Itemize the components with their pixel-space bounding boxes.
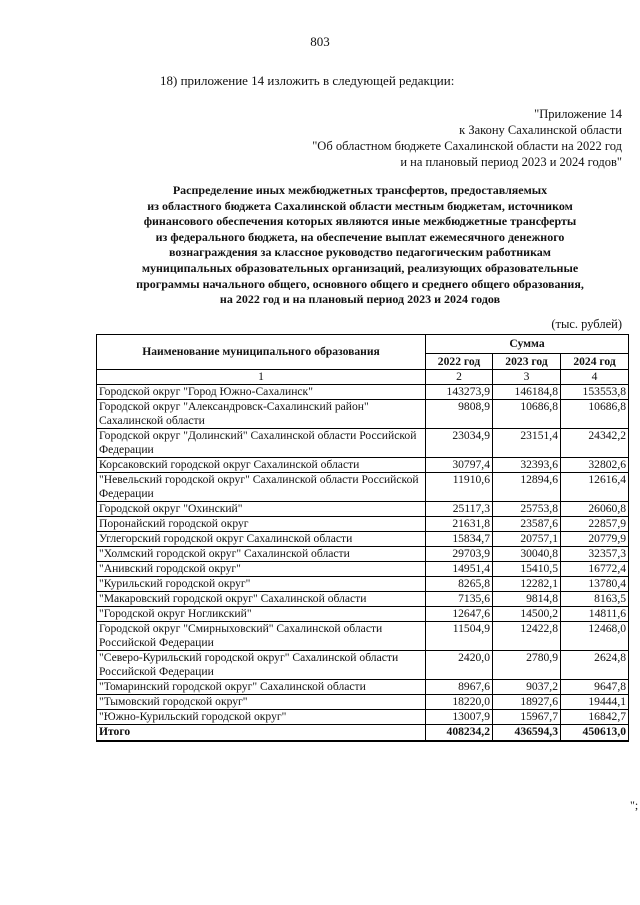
amount-2024: 32802,6: [561, 458, 629, 473]
amount-2024: 24342,2: [561, 429, 629, 458]
amount-2023: 146184,8: [493, 385, 561, 400]
total-label: Итого: [97, 725, 426, 742]
column-number-row: [97, 370, 629, 385]
amount-2022: 14951,4: [426, 562, 493, 577]
column-number: 4: [561, 370, 629, 385]
amount-2024: 153553,8: [561, 385, 629, 400]
amount-2023: 9814,8: [493, 592, 561, 607]
table-row: [97, 695, 629, 710]
amount-2022: 18220,0: [426, 695, 493, 710]
municipality-name: "Холмский городской округ" Сахалинской области: [97, 547, 426, 562]
amount-2024: 12468,0: [561, 622, 629, 651]
column-number: 3: [493, 370, 561, 385]
title-line: Распределение иных межбюджетных трансфертов, предоставляемых: [172, 183, 548, 197]
amount-2024: 22857,9: [561, 517, 629, 532]
title-line: финансового обеспечения которых являются иные межбюджетные трансферты: [143, 214, 577, 229]
table-row: [97, 607, 629, 622]
amount-2024: 20779,9: [561, 532, 629, 547]
title-line: из федерального бюджета, на обеспечение выплат ежемесячного денежного: [155, 229, 565, 244]
amount-2023: 10686,8: [493, 400, 561, 429]
amount-2022: 23034,9: [426, 429, 493, 458]
closing-quote: ";: [630, 798, 639, 812]
table-row: [97, 622, 629, 651]
amount-2023: 14500,2: [493, 607, 561, 622]
amount-2022: 8265,8: [426, 577, 493, 592]
amount-2023: 25753,8: [493, 502, 561, 517]
total-2024: 450613,0: [561, 725, 629, 742]
amount-2024: 19444,1: [561, 695, 629, 710]
column-header-sum: Сумма: [426, 335, 629, 354]
appendix-line: и на плановый период 2023 и 2024 годов": [400, 155, 622, 169]
column-header-2024: 2024 год: [561, 354, 629, 370]
municipality-name: "Невельский городской округ" Сахалинской области Российской Федерации: [97, 473, 426, 502]
total-2022: 408234,2: [426, 725, 493, 742]
amount-2023: 12894,6: [493, 473, 561, 502]
table-row: [97, 400, 629, 429]
column-header-2022: 2022 год: [426, 354, 493, 370]
document-title: [90, 183, 630, 308]
municipality-name: Городской округ "Город Южно-Сахалинск": [97, 385, 426, 400]
title-line: вознаграждения за классное руководство педагогическим работникам: [169, 245, 551, 260]
amount-2022: 21631,8: [426, 517, 493, 532]
appendix-line: "Об областном бюджете Сахалинской области на 2022 год: [312, 139, 622, 153]
municipality-name: Углегорский городской округ Сахалинской области: [97, 532, 426, 547]
table-row: [97, 517, 629, 532]
units-label: (тыс. рублей): [551, 317, 622, 331]
amount-2022: 143273,9: [426, 385, 493, 400]
amount-2023: 32393,6: [493, 458, 561, 473]
amount-2024: 9647,8: [561, 680, 629, 695]
amount-2022: 12647,6: [426, 607, 493, 622]
municipality-name: "Анивский городской округ": [97, 562, 426, 577]
amount-2023: 9037,2: [493, 680, 561, 695]
amount-2024: 26060,8: [561, 502, 629, 517]
table-row: [97, 532, 629, 547]
amount-2023: 20757,1: [493, 532, 561, 547]
municipality-name: "Южно-Курильский городской округ": [97, 710, 426, 725]
municipality-name: "Томаринский городской округ" Сахалинской области: [97, 680, 426, 695]
table-row: [97, 710, 629, 725]
municipality-name: "Курильский городской округ": [97, 577, 426, 592]
table-row: [97, 547, 629, 562]
amount-2022: 13007,9: [426, 710, 493, 725]
amount-2024: 13780,4: [561, 577, 629, 592]
appendix-line: "Приложение 14: [534, 107, 622, 121]
column-number: 1: [97, 370, 426, 385]
table-row: [97, 651, 629, 680]
amount-2023: 12282,1: [493, 577, 561, 592]
amount-2024: 2624,8: [561, 651, 629, 680]
table-row: [97, 562, 629, 577]
municipality-name: Городской округ "Александровск-Сахалинский район" Сахалинской области: [97, 400, 426, 429]
title-line: программы начального общего, основного общего и среднего общего образования,: [136, 276, 584, 291]
amount-2024: 14811,6: [561, 607, 629, 622]
amount-2022: 15834,7: [426, 532, 493, 547]
amount-2022: 29703,9: [426, 547, 493, 562]
amount-2023: 12422,8: [493, 622, 561, 651]
table-row: [97, 592, 629, 607]
title-line: на 2022 год и на плановый период 2023 и 2024 годов: [219, 292, 501, 307]
title-line: из областного бюджета Сахалинской области местным бюджетам, источником: [147, 198, 573, 213]
municipality-name: Городской округ "Смирныховский" Сахалинской области Российской Федерации: [97, 622, 426, 651]
amount-2022: 30797,4: [426, 458, 493, 473]
appendix-line: к Закону Сахалинской области: [459, 123, 622, 137]
amount-2023: 2780,9: [493, 651, 561, 680]
amount-2022: 25117,3: [426, 502, 493, 517]
amount-2022: 11504,9: [426, 622, 493, 651]
municipality-name: Корсаковский городской округ Сахалинской области: [97, 458, 426, 473]
amount-2022: 11910,6: [426, 473, 493, 502]
amount-2022: 8967,6: [426, 680, 493, 695]
table-row: [97, 577, 629, 592]
amount-2024: 16772,4: [561, 562, 629, 577]
amount-2022: 9808,9: [426, 400, 493, 429]
amount-2024: 12616,4: [561, 473, 629, 502]
amount-2023: 15410,5: [493, 562, 561, 577]
amount-2024: 10686,8: [561, 400, 629, 429]
appendix-reference: [312, 106, 622, 170]
municipality-name: "Северо-Курильский городской округ" Сахалинской области Российской Федерации: [97, 651, 426, 680]
total-row: [97, 725, 629, 742]
column-header-name: Наименование муниципального образования: [97, 335, 426, 370]
table-row: [97, 502, 629, 517]
amount-2023: 30040,8: [493, 547, 561, 562]
municipality-name: Городской округ "Охинский": [97, 502, 426, 517]
table-row: [97, 385, 629, 400]
municipality-name: "Макаровский городской округ" Сахалинской области: [97, 592, 426, 607]
municipality-name: "Тымовский городской округ": [97, 695, 426, 710]
municipality-name: "Городской округ Ногликский": [97, 607, 426, 622]
amount-2023: 23151,4: [493, 429, 561, 458]
amount-2023: 18927,6: [493, 695, 561, 710]
table-row: [97, 680, 629, 695]
amount-2023: 23587,6: [493, 517, 561, 532]
amount-2024: 16842,7: [561, 710, 629, 725]
table-row: [97, 458, 629, 473]
municipality-name: Городской округ "Долинский" Сахалинской области Российской Федерации: [97, 429, 426, 458]
amendment-intro: 18) приложение 14 изложить в следующей редакции:: [160, 73, 455, 88]
amount-2023: 15967,7: [493, 710, 561, 725]
column-header-2023: 2023 год: [493, 354, 561, 370]
table-row: [97, 429, 629, 458]
amount-2024: 8163,5: [561, 592, 629, 607]
municipality-name: Поронайский городской округ: [97, 517, 426, 532]
amount-2022: 2420,0: [426, 651, 493, 680]
title-line: муниципальных образовательных организаций, реализующих образовательные: [141, 260, 579, 275]
total-2023: 436594,3: [493, 725, 561, 742]
column-number: 2: [426, 370, 493, 385]
table-row: [97, 473, 629, 502]
transfers-table: [96, 334, 629, 742]
amount-2024: 32357,3: [561, 547, 629, 562]
page-number: 803: [310, 34, 330, 49]
amount-2022: 7135,6: [426, 592, 493, 607]
